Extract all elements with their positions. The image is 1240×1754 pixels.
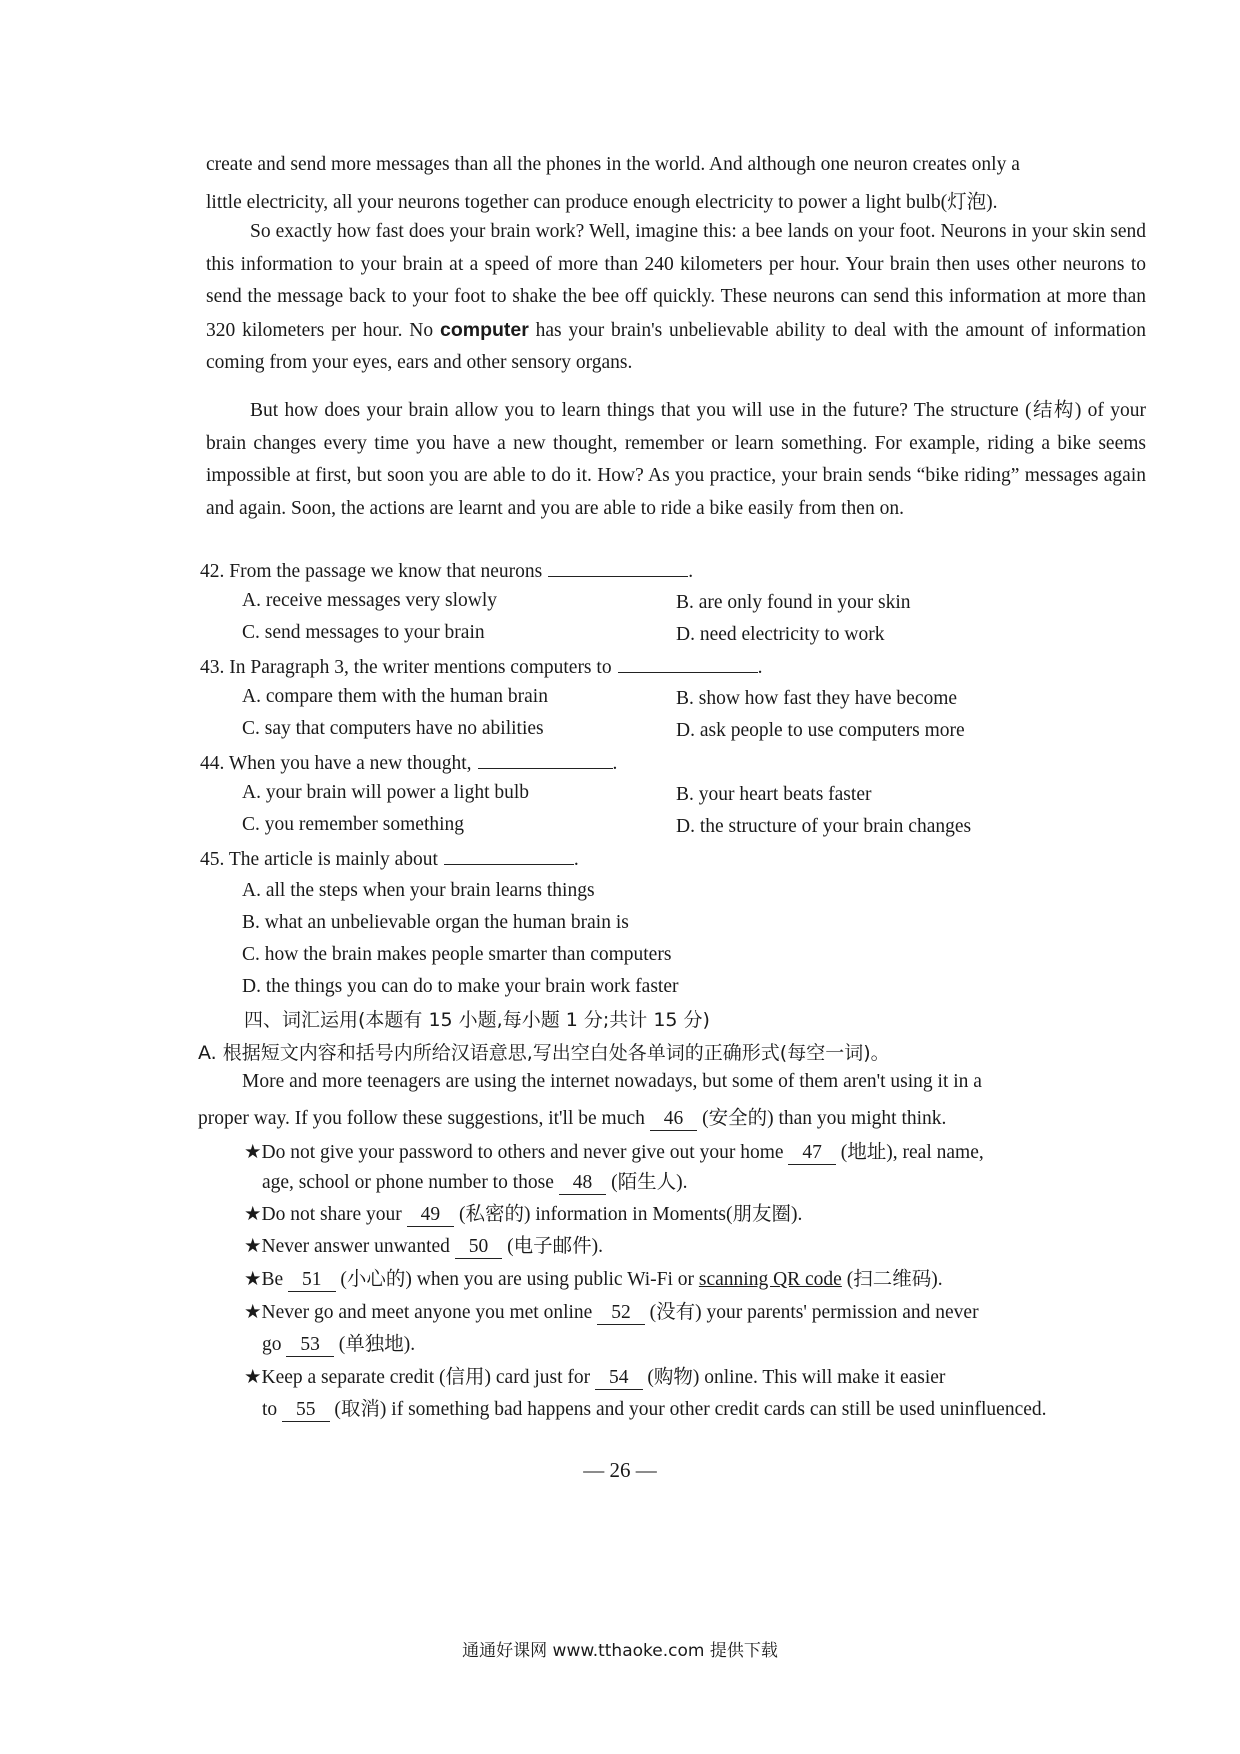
suggestion-6-cont — [262, 1393, 1047, 1422]
blank-46[interactable]: 46 — [650, 1108, 698, 1131]
option-d[interactable]: D. ask people to use computers more — [676, 720, 965, 741]
question-stem: 45. The article is mainly about — [200, 849, 438, 870]
option-c[interactable]: C. say that computers have no abilities — [242, 718, 544, 739]
text: (购物) online. This will make it easier — [647, 1367, 946, 1388]
section-instruction: A. 根据短文内容和括号内所给汉语意思,写出空白处各单词的正确形式(每空一词)。 — [198, 1042, 890, 1064]
suggestion-3 — [244, 1230, 603, 1259]
answer-blank[interactable] — [618, 654, 758, 673]
text: age, school or phone number to those — [262, 1172, 554, 1193]
text: to — [262, 1399, 278, 1420]
text: (私密的) information in Moments(朋友圈). — [459, 1204, 803, 1225]
underlined-text: scanning QR code — [698, 1269, 842, 1290]
passage-paragraph-3 — [206, 395, 1146, 525]
blank-52[interactable]: 52 — [597, 1302, 645, 1325]
passage-line: little electricity, all your neurons together can produce enough electricity to power a light bulb(灯泡). — [206, 192, 998, 213]
text: (取消) if something bad happens and your other credit cards can still be used uninfluenced. — [334, 1399, 1047, 1420]
text: ★Do not share your — [244, 1204, 402, 1225]
text: proper way. If you follow these suggestions, it'll be much — [198, 1108, 645, 1129]
option-b[interactable]: B. your heart beats faster — [676, 784, 872, 805]
option-b[interactable]: B. what an unbelievable organ the human brain is — [242, 912, 629, 933]
text: (单独地). — [338, 1334, 416, 1355]
text: (扫二维码). — [846, 1269, 943, 1290]
text: (陌生人). — [611, 1172, 688, 1193]
answer-blank[interactable] — [548, 558, 688, 577]
suggestion-1 — [244, 1136, 984, 1165]
section-title: 四、词汇运用(本题有 15 小题,每小题 1 分;共计 15 分) — [244, 1009, 710, 1031]
blank-49[interactable]: 49 — [407, 1204, 455, 1227]
blank-51[interactable]: 51 — [288, 1269, 336, 1292]
text: But how does your brain allow you to learn things that you will use in the future? The structure (结构) of your brain changes every time you have a new thought, remember or learn something. For example, riding a bike seems impossible at first, but soon you are able to do it. How? As you practice, your brain sends “bike riding” messages again and again. Soon, the actions are learnt and you are able to ride a bike easily from then on. — [206, 400, 1146, 519]
passage-line: create and send more messages than all the phones in the world. And although one neuron creates only a — [206, 154, 1020, 175]
option-c[interactable]: C. how the brain makes people smarter than computers — [242, 944, 672, 965]
suggestion-5-cont — [262, 1328, 415, 1357]
question-stem: 44. When you have a new thought, — [200, 753, 472, 774]
answer-blank[interactable] — [478, 750, 613, 769]
option-d[interactable]: D. the structure of your brain changes — [676, 816, 972, 837]
option-a[interactable]: A. all the steps when your brain learns things — [242, 880, 595, 901]
suggestion-4 — [244, 1263, 943, 1292]
text: (没有) your parents' permission and never — [649, 1302, 979, 1323]
text: So exactly how fast does your brain work? Well, imagine this: a bee lands on your foot. Neurons in your skin send this information to your brain at a speed of more than 240 kilometers per hour. Your brain then uses other neurons to send the message back to your foot to shake the bee off quickly. These neurons can send this information at more than 320 kilometers per hour. No — [206, 221, 1146, 341]
option-b[interactable]: B. are only found in your skin — [676, 592, 911, 613]
option-a[interactable]: A. compare them with the human brain — [242, 686, 548, 707]
blank-50[interactable]: 50 — [455, 1236, 503, 1259]
passage-paragraph-2 — [206, 216, 1146, 380]
text: (电子邮件). — [507, 1236, 604, 1257]
footer-watermark: 通通好课网 www.tthaoke.com 提供下载 — [462, 1641, 778, 1661]
text: (小心的) when you are using public Wi-Fi or — [340, 1269, 694, 1290]
text: ★Keep a separate credit (信用) card just for — [244, 1367, 591, 1388]
text: (地址), real name, — [840, 1142, 984, 1163]
intro-line — [198, 1102, 946, 1131]
option-b[interactable]: B. show how fast they have become — [676, 688, 958, 709]
question-stem: 42. From the passage we know that neurons — [200, 561, 543, 582]
blank-47[interactable]: 47 — [788, 1142, 836, 1165]
suggestion-6 — [244, 1361, 945, 1390]
question-42: 42. From the passage we know that neurons . — [200, 558, 693, 583]
option-d[interactable]: D. the things you can do to make your brain work faster — [242, 976, 679, 997]
suggestion-1-cont — [262, 1166, 688, 1195]
option-a[interactable]: A. receive messages very slowly — [242, 590, 498, 611]
text: ★Be — [244, 1269, 284, 1290]
option-c[interactable]: C. you remember something — [242, 814, 465, 835]
blank-53[interactable]: 53 — [286, 1334, 334, 1357]
blank-55[interactable]: 55 — [282, 1399, 330, 1422]
suggestion-5 — [244, 1296, 979, 1325]
option-a[interactable]: A. your brain will power a light bulb — [242, 782, 530, 803]
question-44: 44. When you have a new thought, . — [200, 750, 617, 775]
option-c[interactable]: C. send messages to your brain — [242, 622, 485, 643]
blank-54[interactable]: 54 — [595, 1367, 643, 1390]
suggestion-2 — [244, 1198, 802, 1227]
bold-word: computer — [439, 318, 529, 341]
text: (安全的) than you might think. — [702, 1108, 947, 1129]
intro-line: More and more teenagers are using the internet nowadays, but some of them aren't using it in a — [242, 1071, 982, 1092]
text: has your brain's unbelievable ability to deal with the amount of information coming from your eyes, ears and other sensory organs. — [206, 319, 1146, 373]
text: ★Do not give your password to others and never give out your home — [244, 1142, 784, 1163]
question-45: 45. The article is mainly about . — [200, 846, 579, 871]
page-number: — 26 — — [583, 1458, 657, 1482]
answer-blank[interactable] — [444, 846, 574, 865]
text: ★Never go and meet anyone you met online — [244, 1302, 593, 1323]
blank-48[interactable]: 48 — [559, 1172, 607, 1195]
text: go — [262, 1334, 282, 1355]
text: ★Never answer unwanted — [244, 1236, 450, 1257]
question-43: 43. In Paragraph 3, the writer mentions computers to . — [200, 654, 762, 679]
question-stem: 43. In Paragraph 3, the writer mentions computers to — [200, 657, 612, 678]
option-d[interactable]: D. need electricity to work — [676, 624, 885, 645]
